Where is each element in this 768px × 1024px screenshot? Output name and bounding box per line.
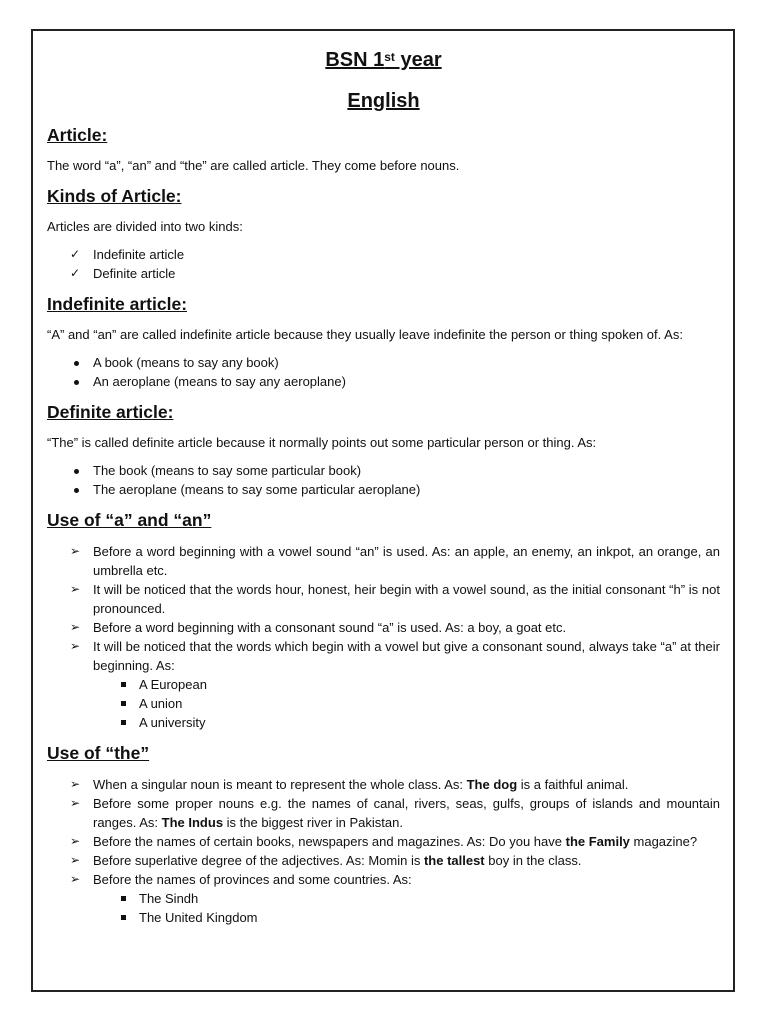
list-item: ➢ It will be noticed that the words which begin with a vowel but give a consonant sound, always take “a” at their beginning. As: (70, 639, 720, 673)
arrow-bullet-icon: ➢ (70, 853, 81, 867)
kinds-list (47, 245, 720, 283)
indefinite-examples (47, 353, 720, 391)
list-item: An aeroplane (means to say any aeroplane) (93, 374, 346, 389)
checkmark-icon: ✓ (70, 266, 81, 280)
arrow-bullet-icon: ➢ (70, 544, 81, 558)
sub-list-item: The United Kingdom (139, 910, 258, 925)
definite-examples (47, 461, 720, 499)
sub-list-item: A union (139, 696, 183, 711)
indefinite-description: “A” and “an” are called indefinite article because they usually leave indefinite the person or thing spoken of. As: (47, 327, 683, 342)
list-item: ✓ Indefinite article (70, 247, 185, 262)
arrow-bullet-icon: ➢ (70, 582, 81, 596)
list-item: ➢ Before some proper nouns e.g. the names of canal, rivers, seas, gulfs, groups of islands and mountain ranges. As: The Indus is the biggest river in Pakistan. (70, 796, 720, 830)
arrow-bullet-icon: ➢ (70, 834, 81, 848)
sub-list-item: A European (139, 677, 207, 692)
sub-list-item: A university (139, 715, 206, 730)
document-title: BSN 1st year (325, 49, 442, 71)
use-a-an-list (47, 542, 720, 732)
heading-indefinite-article: Indefinite article: (47, 294, 188, 314)
heading-definite-article: Definite article: (47, 402, 174, 422)
document-subtitle: English (347, 90, 420, 112)
list-item: ➢ It will be noticed that the words hour, honest, heir begin with a vowel sound, as the initial consonant “h” is not pronounced. (70, 582, 720, 616)
list-item: ➢ When a singular noun is meant to represent the whole class. As: The dog is a faithful animal. (70, 777, 629, 792)
definite-description: “The” is called definite article because it normally points out some particular person or thing. As: (47, 435, 597, 450)
list-item: The book (means to say some particular book) (93, 463, 362, 478)
arrow-bullet-icon: ➢ (70, 796, 81, 810)
use-the-list (47, 775, 720, 927)
checkmark-icon: ✓ (70, 247, 81, 261)
document-content (47, 46, 720, 927)
heading-use-of-a-an: Use of “a” and “an” (47, 510, 212, 530)
list-item: A book (means to say any book) (93, 355, 279, 370)
list-item: ➢ Before the names of certain books, newspapers and magazines. As: Do you have the Family magazine? (70, 834, 698, 849)
kinds-intro: Articles are divided into two kinds: (47, 219, 243, 234)
heading-article: Article: (47, 125, 108, 145)
heading-use-of-the: Use of “the” (47, 743, 150, 763)
list-item: ➢ Before the names of provinces and some countries. As: (70, 872, 412, 887)
article-definition: The word “a”, “an” and “the” are called article. They come before nouns. (47, 158, 460, 173)
list-item: ➢ Before a word beginning with a consonant sound “a” is used. As: a boy, a goat etc. (70, 620, 567, 635)
list-item: The aeroplane (means to say some particular aeroplane) (93, 482, 421, 497)
heading-kinds-of-article: Kinds of Article: (47, 186, 182, 206)
arrow-bullet-icon: ➢ (70, 872, 81, 886)
list-item: ✓ Definite article (70, 266, 176, 281)
list-item: ➢ Before a word beginning with a vowel sound “an” is used. As: an apple, an enemy, an inkpot, an orange, an umbrella etc. (70, 544, 720, 578)
arrow-bullet-icon: ➢ (70, 620, 81, 634)
arrow-bullet-icon: ➢ (70, 639, 81, 653)
list-item: ➢ Before superlative degree of the adjectives. As: Momin is the tallest boy in the class. (70, 853, 582, 868)
sub-list-item: The Sindh (139, 891, 199, 906)
arrow-bullet-icon: ➢ (70, 777, 81, 791)
